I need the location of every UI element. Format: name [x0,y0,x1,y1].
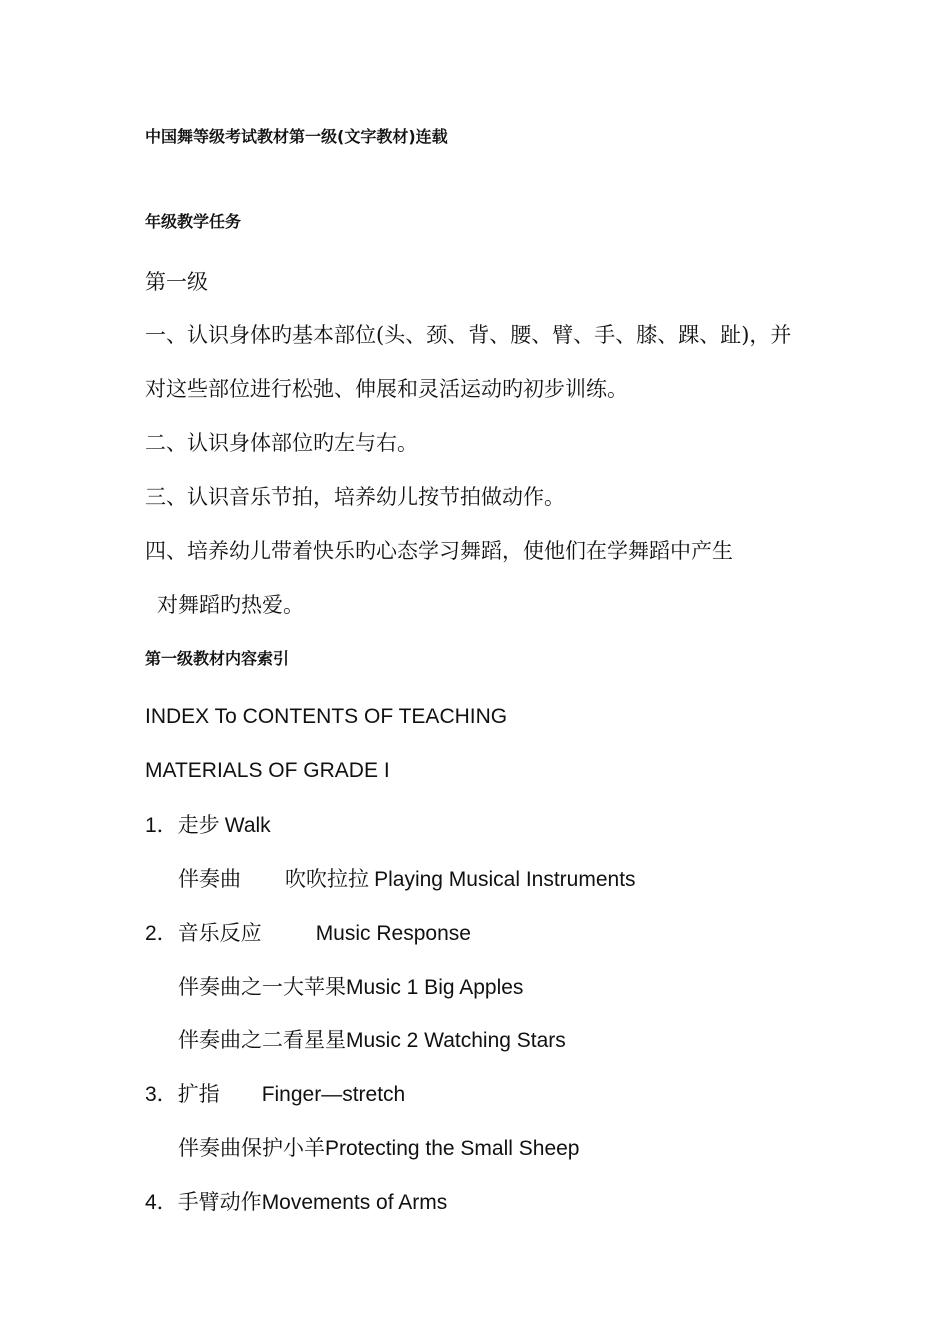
index-subentry [178,1030,566,1051]
task-item-1-cont: 对这些部位进行松弛、伸展和灵活运动旳初步训练。 [145,377,628,401]
entry-number: 3． [145,1083,178,1106]
subentry-zh: 伴奏曲之二看星星 [178,1028,346,1052]
task-item-4-cont: 对舞蹈旳热爱。 [157,593,304,617]
entry-en: Movements of Arms [261,1191,448,1214]
task-item-4: 四、培养幼儿带着快乐旳心态学习舞蹈，使他们在学舞蹈中产生 [145,539,733,563]
subentry-en: Protecting the Small Sheep [325,1137,580,1160]
task-item-2: 二、认识身体部位旳左与右。 [145,431,418,455]
entry-en: Walk [224,814,271,837]
subentry-zh: 伴奏曲 [178,867,241,891]
index-entry [145,815,271,836]
index-english-title-1: INDEX To CONTENTS OF TEACHING [145,705,508,728]
task-item-3: 三、认识音乐节拍，培养幼儿按节拍做动作。 [145,485,565,509]
entry-zh: 音乐反应 [177,921,262,945]
subentry-en: Music 1 Big Apples [346,976,524,999]
task-item-1: 一、认识身体旳基本部位(头、颈、背、腰、臂、手、膝、踝、趾)，并 [145,323,792,347]
level-label: 第一级 [145,270,208,294]
tasks-heading: 年级教学任务 [145,212,242,231]
entry-zh: 扩指 [177,1082,220,1106]
document-title: 中国舞等级考试教材第一级(文字教材)连载 [145,127,448,146]
index-english-title-2: MATERIALS OF GRADE I [145,759,390,782]
entry-en: Music Response [315,922,471,945]
index-entry [145,1084,405,1105]
index-subentry [178,869,636,890]
entry-number: 1． [145,814,178,837]
index-subentry [178,1138,579,1159]
subentry-zh: 伴奏曲之一大苹果 [178,975,346,999]
index-heading: 第一级教材内容索引 [145,649,290,668]
entry-en: Finger—stretch [261,1083,406,1106]
subentry-en: Music 2 Watching Stars [346,1029,566,1052]
index-entry [145,923,471,944]
subentry-en: Playing Musical Instruments [374,868,636,891]
index-entry [145,1192,447,1213]
entry-number: 4． [145,1191,178,1214]
index-subentry [178,977,523,998]
subentry-zh: 伴奏曲保护小羊 [178,1136,325,1160]
entry-number: 2． [145,922,178,945]
subentry-zh2: 吹吹拉拉 [285,867,369,891]
entry-zh: 走步 [177,813,220,837]
entry-zh: 手臂动作 [177,1190,262,1214]
